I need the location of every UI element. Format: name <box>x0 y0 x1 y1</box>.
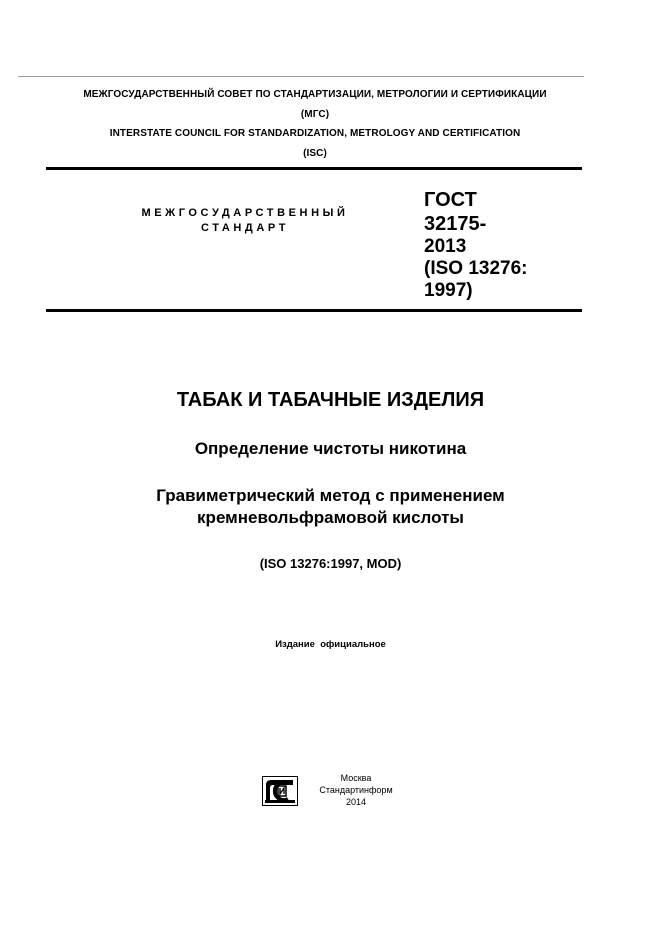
gost-designation <box>424 188 584 302</box>
council-abbr-en: (ISC) <box>303 148 327 159</box>
publisher-imprint <box>306 772 406 808</box>
document-title: ТАБАК И ТАБАЧНЫЕ ИЗДЕЛИЯ <box>176 389 485 411</box>
standard-label-line2: СТАНДАРТ <box>200 222 290 234</box>
publisher-city: Москва <box>340 773 372 783</box>
gost-line-2: 32175- <box>424 213 487 235</box>
council-name-en: INTERSTATE COUNCIL FOR STANDARDIZATION, METROLOGY AND CERTIFICATION <box>109 128 521 139</box>
header-rule-bottom <box>46 309 582 312</box>
edition-note: Издание официальное <box>275 639 386 650</box>
document-subtitle: Определение чистоты никотина <box>194 439 467 458</box>
top-divider <box>18 76 584 77</box>
gost-line-4: (ISO 13276: <box>424 258 528 279</box>
iso-reference: (ISO 13276:1997, MOD) <box>259 556 402 571</box>
publisher-name: Стандартинформ <box>319 785 393 795</box>
method-line-2: кремневольфрамовой кислоты <box>197 508 464 527</box>
gost-line-3: 2013 <box>424 236 467 257</box>
gost-line-5: 1997) <box>424 280 473 301</box>
standard-label-line1: МЕЖГОСУДАРСТВЕННЫЙ <box>141 207 349 219</box>
council-abbr-ru: (МГС) <box>300 109 330 120</box>
header-rule-top <box>46 167 582 170</box>
gost-line-1: ГОСТ <box>424 189 477 211</box>
council-name-ru: МЕЖГОСУДАРСТВЕННЫЙ СОВЕТ ПО СТАНДАРТИЗАЦИИ, МЕТРОЛОГИИ И СЕРТИФИКАЦИИ <box>83 89 547 100</box>
standartinform-logo-icon <box>262 776 298 806</box>
method-line-1: Гравиметрический метод с применением <box>156 486 505 505</box>
publisher-year: 2014 <box>345 797 367 807</box>
